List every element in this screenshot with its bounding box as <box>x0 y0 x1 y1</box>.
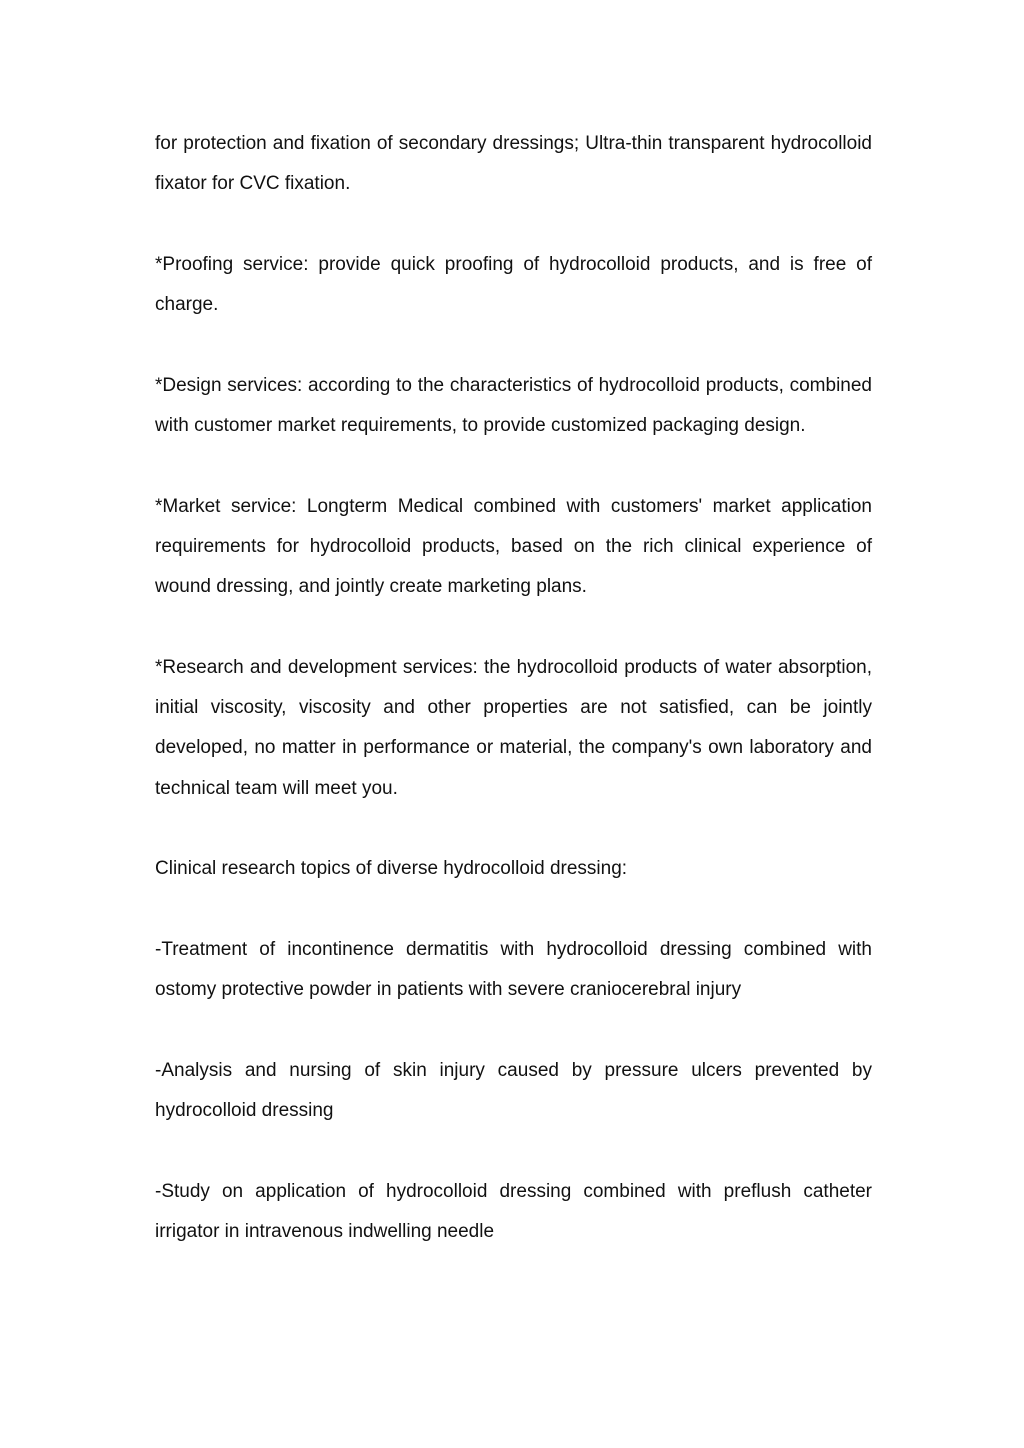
paragraph-design-services: *Design services: according to the characteristics of hydrocolloid products, combined with customer market requirements, to provide customized packaging design. <box>155 374 872 437</box>
paragraph-secondary-dressings: for protection and fixation of secondary dressings; Ultra-thin transparent hydrocolloid fixator for CVC fixation. <box>155 133 872 195</box>
paragraph-proofing-service: *Proofing service: provide quick proofing of hydrocolloid products, and is free of charge. <box>155 253 872 316</box>
paragraph-research-development: *Research and development services: the hydrocolloid products of water absorption, initial viscosity, viscosity and other properties are not satisfied, can be jointly developed, no matter in performance or material, the company's own laboratory and technical team will meet you. <box>155 656 872 799</box>
document-body <box>155 124 872 1293</box>
paragraph-clinical-topics-heading: Clinical research topics of diverse hydrocolloid dressing: <box>155 858 628 880</box>
paragraph-topic-pressure-ulcers: -Analysis and nursing of skin injury caused by pressure ulcers prevented by hydrocolloid dressing <box>155 1059 872 1122</box>
paragraph-market-service: *Market service: Longterm Medical combined with customers' market application requirements for hydrocolloid products, based on the rich clinical experience of wound dressing, and jointly create marketing plans. <box>155 495 872 598</box>
paragraph-topic-indwelling-needle: -Study on application of hydrocolloid dressing combined with preflush catheter irrigator in intravenous indwelling needle <box>155 1180 872 1243</box>
paragraph-topic-incontinence-dermatitis: -Treatment of incontinence dermatitis with hydrocolloid dressing combined with ostomy protective powder in patients with severe craniocerebral injury <box>155 938 872 1001</box>
